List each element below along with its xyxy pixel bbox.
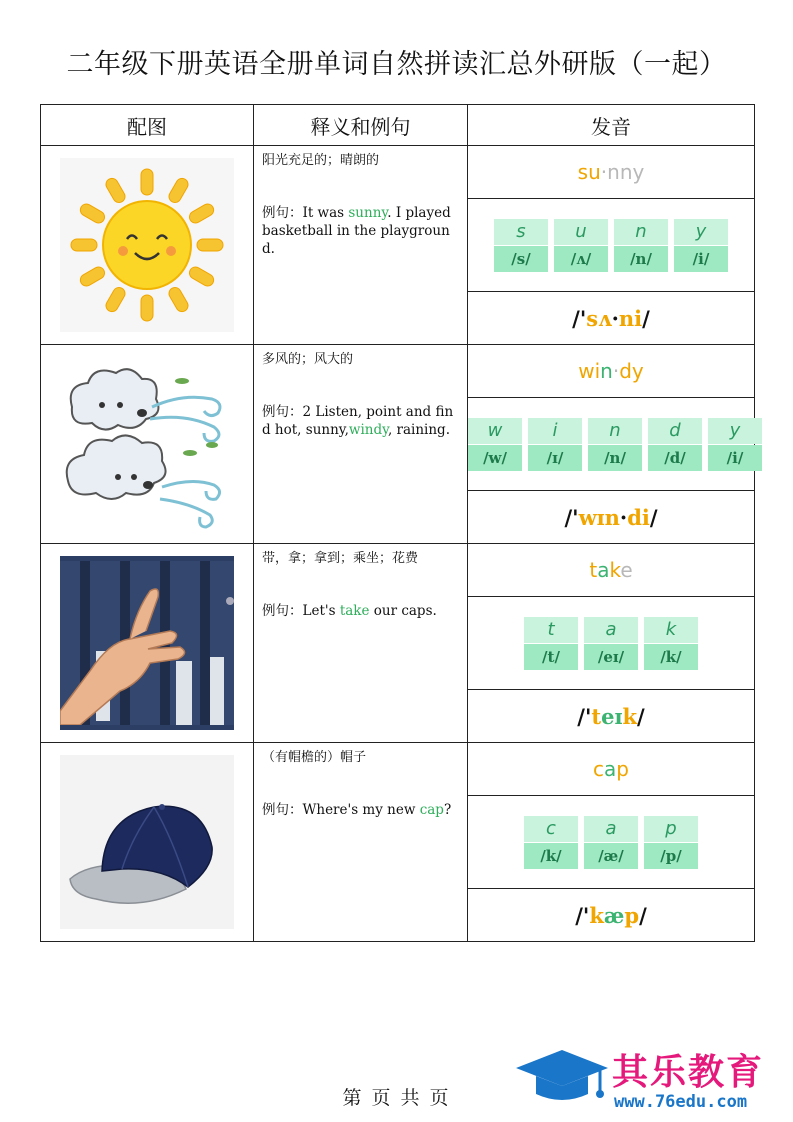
ipa-part: /' — [575, 902, 590, 928]
ipa-part: · — [611, 305, 619, 331]
meaning-text: 多风的；风大的 — [262, 352, 354, 367]
ipa-part: · — [619, 504, 628, 530]
tile-phoneme: /ɪ/ — [528, 445, 582, 471]
example-sentence — [262, 204, 467, 258]
example-text: 2 Listen, point and find hot, sunny, — [262, 404, 454, 438]
tile-letter: k — [644, 617, 698, 643]
word-part: nny — [607, 160, 645, 184]
example-highlight: take — [339, 603, 370, 619]
tile-letter: a — [584, 816, 638, 842]
tile-letter: i — [528, 418, 582, 444]
page-title: 二年级下册英语全册单词自然拼读汇总外研版（一起） — [66, 49, 727, 80]
example-text: It was — [302, 205, 349, 221]
tile-phoneme: /w/ — [468, 445, 522, 471]
word-part: t — [589, 558, 598, 582]
tile-letter: s — [494, 219, 548, 245]
tile-letter: c — [524, 816, 578, 842]
phonics-tile — [674, 219, 728, 272]
tile-phoneme: /d/ — [648, 445, 702, 471]
phonics-tile — [494, 219, 548, 272]
wind-cloud-icon — [60, 357, 234, 531]
sun-icon — [60, 158, 234, 332]
tile-phoneme: /i/ — [708, 445, 762, 471]
tile-phoneme: /p/ — [644, 843, 698, 869]
ipa-part: k — [589, 902, 604, 928]
meaning-text: 阳光充足的；晴朗的 — [262, 153, 380, 168]
example-sentence — [262, 602, 467, 620]
word-part: k — [609, 558, 621, 582]
ipa-part: æ — [603, 902, 625, 928]
tile-phoneme: /n/ — [614, 246, 668, 272]
image-cell — [41, 146, 254, 345]
header-meaning: 释义和例句 — [254, 105, 468, 146]
ipa-part: wɪn — [578, 504, 620, 530]
word-part: · — [600, 160, 608, 184]
phonics-tile — [554, 219, 608, 272]
example-highlight: sunny — [348, 205, 388, 221]
tile-letter: a — [584, 617, 638, 643]
page-footer: 第 页 共 页 — [342, 1087, 451, 1109]
tile-phoneme: /k/ — [644, 644, 698, 670]
ipa-part: eɪ — [601, 703, 623, 729]
word-cell — [468, 544, 755, 597]
ipa-part: k — [622, 703, 638, 729]
example-sentence — [262, 403, 467, 439]
example-highlight: windy — [348, 422, 388, 438]
ipa-part: / — [637, 703, 645, 729]
ipa-part: /' — [564, 504, 579, 530]
phonics-tile — [588, 418, 642, 471]
phonics-tiles — [524, 617, 698, 670]
brand-name: 其乐教育 — [612, 1052, 765, 1093]
cap-icon — [60, 755, 234, 929]
ipa-part: ni — [618, 305, 643, 331]
tile-letter: d — [648, 418, 702, 444]
header-image: 配图 — [41, 105, 254, 146]
tile-phoneme: /t/ — [524, 644, 578, 670]
phonics-cell — [468, 199, 755, 292]
tile-phoneme: /eɪ/ — [584, 644, 638, 670]
phonics-tile — [468, 418, 522, 471]
table-header-row — [41, 105, 755, 146]
example-label: 例句： — [262, 205, 303, 221]
tile-letter: y — [674, 219, 728, 245]
example-text: ? — [443, 802, 452, 818]
tile-letter: t — [524, 617, 578, 643]
tile-letter: y — [708, 418, 762, 444]
phonics-cell — [468, 796, 755, 889]
tile-letter: n — [614, 219, 668, 245]
example-label: 例句： — [262, 404, 303, 420]
word-part: c — [593, 757, 605, 781]
ipa-cell — [468, 889, 755, 942]
ipa-cell — [468, 491, 755, 544]
word-part: · — [612, 359, 620, 383]
graduation-cap-icon — [512, 1046, 612, 1106]
tile-phoneme: /n/ — [588, 445, 642, 471]
tile-letter: u — [554, 219, 608, 245]
tile-phoneme: /k/ — [524, 843, 578, 869]
brand-logo — [512, 1042, 792, 1117]
table-row — [41, 345, 755, 398]
word-part: p — [616, 757, 629, 781]
phonics-tile — [708, 418, 762, 471]
word-part: wi — [578, 359, 601, 383]
word-part: a — [604, 757, 617, 781]
phonics-tiles — [468, 418, 762, 471]
table-row — [41, 146, 755, 199]
example-sentence — [262, 801, 467, 819]
ipa-part: di — [627, 504, 650, 530]
table-row — [41, 743, 755, 796]
phonics-tile — [524, 617, 578, 670]
meaning-cell — [254, 743, 468, 942]
meaning-cell — [254, 544, 468, 743]
meaning-text: （有帽檐的）帽子 — [262, 750, 367, 765]
image-cell — [41, 743, 254, 942]
ipa-cell — [468, 690, 755, 743]
header-pronunciation: 发音 — [468, 105, 755, 146]
tile-letter: w — [468, 418, 522, 444]
ipa-part: / — [649, 504, 658, 530]
phonics-tile — [644, 816, 698, 869]
image-cell — [41, 345, 254, 544]
tile-phoneme: /ʌ/ — [554, 246, 608, 272]
meaning-cell — [254, 146, 468, 345]
ipa-part: t — [591, 703, 602, 729]
table-row — [41, 544, 755, 597]
phonics-cell — [468, 597, 755, 690]
word-part: dy — [619, 359, 644, 383]
tile-phoneme: /æ/ — [584, 843, 638, 869]
word-table — [40, 104, 755, 942]
tile-letter: p — [644, 816, 698, 842]
example-text: Where's my new — [302, 802, 420, 818]
example-label: 例句： — [262, 802, 303, 818]
example-label: 例句： — [262, 603, 303, 619]
phonics-tile — [528, 418, 582, 471]
word-part: su — [577, 160, 601, 184]
phonics-tiles — [494, 219, 728, 272]
example-highlight: cap — [419, 802, 444, 818]
phonics-tile — [648, 418, 702, 471]
phonics-tile — [584, 617, 638, 670]
ipa-cell — [468, 292, 755, 345]
phonics-tile — [614, 219, 668, 272]
example-text: Let's — [302, 603, 340, 619]
phonics-tile — [584, 816, 638, 869]
word-cell — [468, 146, 755, 199]
phonics-cell — [468, 398, 755, 491]
ipa-part: /' — [572, 305, 587, 331]
meaning-text: 带，拿；拿到；乘坐；花费 — [262, 551, 419, 566]
image-cell — [41, 544, 254, 743]
word-cell — [468, 345, 755, 398]
word-cell — [468, 743, 755, 796]
phonics-tile — [524, 816, 578, 869]
tile-phoneme: /i/ — [674, 246, 728, 272]
ipa-part: p — [624, 902, 640, 928]
hand-file-icon — [60, 556, 234, 730]
ipa-part: /' — [577, 703, 592, 729]
example-text: . I played basketball in the playground. — [262, 205, 451, 257]
example-text: , raining. — [387, 422, 450, 438]
meaning-cell — [254, 345, 468, 544]
ipa-part: / — [639, 902, 647, 928]
word-part: e — [620, 558, 633, 582]
tile-letter: n — [588, 418, 642, 444]
word-part: a — [597, 558, 610, 582]
tile-phoneme: /s/ — [494, 246, 548, 272]
example-text: our caps. — [369, 603, 437, 619]
brand-url[interactable]: www.76edu.com — [614, 1092, 748, 1112]
ipa-part: sʌ — [586, 305, 612, 331]
word-part: n — [600, 359, 613, 383]
phonics-tiles — [524, 816, 698, 869]
ipa-part: / — [642, 305, 650, 331]
phonics-tile — [644, 617, 698, 670]
